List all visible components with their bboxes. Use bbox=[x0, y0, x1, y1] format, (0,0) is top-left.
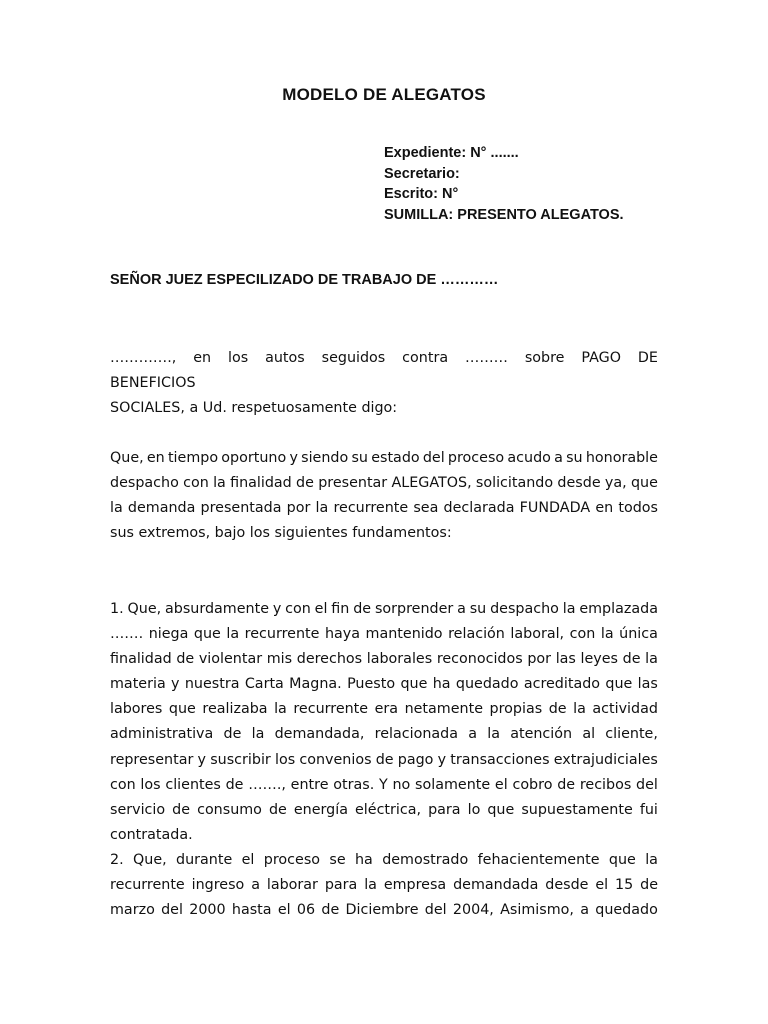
point-1-line: contratada. bbox=[110, 826, 193, 843]
word: recibos bbox=[579, 776, 632, 793]
intro-word: …………., bbox=[110, 350, 177, 366]
word: por bbox=[527, 651, 552, 668]
word: atención bbox=[510, 726, 573, 743]
word: del bbox=[161, 902, 183, 919]
word: absurdamente bbox=[165, 601, 269, 617]
word: 2000 bbox=[189, 902, 226, 919]
word: la bbox=[645, 852, 658, 868]
point-1-line bbox=[110, 697, 658, 722]
word: el bbox=[277, 902, 291, 919]
point-2-paragraph bbox=[110, 848, 658, 923]
word: 06 bbox=[296, 902, 316, 919]
word: propias bbox=[489, 701, 543, 718]
word: Magna. bbox=[289, 676, 342, 693]
word: transacciones bbox=[450, 751, 550, 768]
que-line bbox=[110, 496, 658, 521]
word: con bbox=[285, 601, 311, 617]
word: acudo bbox=[507, 450, 551, 466]
word: todos bbox=[618, 500, 658, 517]
que-line: sus extremos, bajo los siguientes fundamentos: bbox=[110, 525, 452, 542]
word: al bbox=[582, 726, 596, 743]
word: fui bbox=[639, 801, 658, 818]
word: que bbox=[193, 626, 221, 643]
que-paragraph bbox=[110, 446, 658, 546]
word: su bbox=[566, 450, 583, 466]
word: única bbox=[619, 626, 658, 643]
word: marzo bbox=[110, 902, 155, 919]
word: y bbox=[197, 751, 207, 768]
word: cobro bbox=[512, 776, 553, 793]
word: laborar bbox=[266, 877, 318, 894]
word: a bbox=[580, 902, 589, 919]
word: a bbox=[468, 726, 477, 743]
word: labores bbox=[110, 701, 163, 718]
word: demandada, bbox=[274, 726, 365, 743]
word: servicio bbox=[110, 801, 166, 818]
word: administrativa bbox=[110, 726, 214, 743]
word: mis bbox=[266, 651, 293, 668]
word: relacionada bbox=[374, 726, 458, 743]
word: ……. bbox=[110, 626, 144, 643]
word: cliente, bbox=[605, 726, 658, 743]
word: la bbox=[562, 601, 576, 617]
word: 2004, bbox=[452, 902, 494, 919]
intro-word: PAGO bbox=[581, 350, 621, 366]
word: de bbox=[375, 751, 394, 768]
intro-word: ……… bbox=[465, 350, 508, 366]
word: de bbox=[548, 701, 567, 718]
word: siendo bbox=[301, 450, 349, 466]
word: el bbox=[241, 852, 255, 868]
word: Que, bbox=[110, 450, 144, 466]
word: niega bbox=[148, 626, 189, 643]
word: recurrente bbox=[110, 877, 185, 894]
word: eléctrica, bbox=[355, 801, 422, 818]
word: Puesto bbox=[347, 676, 396, 693]
word: ALEGATOS, bbox=[391, 475, 472, 492]
word: demanda bbox=[127, 500, 196, 517]
word: la bbox=[110, 500, 123, 517]
word: quedado bbox=[595, 902, 658, 919]
word: Y bbox=[379, 776, 388, 793]
word: despacho bbox=[110, 475, 179, 492]
word: ya, bbox=[604, 475, 627, 492]
word: la bbox=[487, 726, 500, 743]
intro-line-1 bbox=[110, 346, 658, 371]
word: la bbox=[645, 651, 658, 668]
point-1-line bbox=[110, 622, 658, 647]
word: y bbox=[171, 676, 180, 693]
word: de bbox=[622, 651, 641, 668]
word: durante bbox=[176, 852, 233, 868]
word: finalidad bbox=[110, 651, 172, 668]
word: haya bbox=[324, 626, 360, 643]
word: pago bbox=[397, 751, 434, 768]
word: a bbox=[554, 450, 563, 466]
word: clientes bbox=[165, 776, 221, 793]
word: era bbox=[374, 701, 399, 718]
secretario-line: Secretario: bbox=[384, 165, 460, 182]
word: la bbox=[226, 626, 240, 643]
sumilla-line: SUMILLA: PRESENTO ALEGATOS. bbox=[384, 206, 624, 223]
judge-addressee: SEÑOR JUEZ ESPECILIZADO DE TRABAJO DE ………… bbox=[110, 272, 499, 288]
document-title: MODELO DE ALEGATOS bbox=[282, 85, 486, 104]
point-1-line bbox=[110, 597, 658, 622]
word: de bbox=[223, 726, 242, 743]
point-1-line bbox=[110, 798, 658, 823]
point-1-paragraph bbox=[110, 597, 658, 848]
word: supuestamente bbox=[521, 801, 633, 818]
point-1-line bbox=[110, 672, 658, 697]
word: recurrente bbox=[244, 626, 320, 643]
word: recurrente bbox=[293, 701, 369, 718]
word: FUNDADA bbox=[519, 500, 591, 517]
word: solamente bbox=[415, 776, 491, 793]
word: ha bbox=[432, 676, 451, 693]
word: del bbox=[424, 902, 447, 919]
word: mantenido bbox=[365, 626, 443, 643]
word: la bbox=[251, 726, 265, 743]
word: en bbox=[146, 450, 165, 466]
word: se bbox=[329, 852, 346, 868]
word: laborales bbox=[366, 651, 433, 668]
word: nuestra bbox=[184, 676, 240, 693]
word: el bbox=[314, 601, 328, 617]
word: de bbox=[640, 877, 658, 894]
word: reconocidos bbox=[436, 651, 523, 668]
word: fehacientemente bbox=[477, 852, 600, 868]
word: Carta bbox=[244, 676, 284, 693]
word: el bbox=[494, 776, 508, 793]
word: que bbox=[605, 676, 633, 693]
word: la bbox=[274, 701, 287, 718]
word: demandada bbox=[453, 877, 539, 894]
point-2-line bbox=[110, 898, 658, 923]
que-line bbox=[110, 471, 658, 496]
intro-word: seguidos bbox=[321, 350, 386, 366]
word: lo bbox=[467, 801, 481, 818]
word: para bbox=[428, 801, 461, 818]
word: quedado bbox=[455, 676, 519, 693]
word: su bbox=[351, 450, 368, 466]
case-header bbox=[384, 143, 624, 225]
word: entre bbox=[290, 776, 329, 793]
word: declarada bbox=[443, 500, 515, 517]
word: 1. bbox=[110, 601, 124, 617]
word: los bbox=[275, 751, 296, 768]
expediente-line: Expediente: N° ....... bbox=[384, 145, 519, 161]
word: empresa bbox=[383, 877, 447, 894]
intro-word: sobre bbox=[524, 350, 565, 366]
word: de bbox=[353, 601, 372, 617]
word: solicitando bbox=[475, 475, 554, 492]
word: materia bbox=[110, 676, 166, 693]
word: los bbox=[140, 776, 161, 793]
word: acreditado bbox=[523, 676, 601, 693]
word: de bbox=[321, 902, 340, 919]
word: la bbox=[600, 626, 614, 643]
word: que bbox=[487, 801, 515, 818]
word: no bbox=[392, 776, 411, 793]
word: proceso bbox=[263, 852, 321, 868]
word: netamente bbox=[404, 701, 483, 718]
word: del bbox=[636, 776, 658, 793]
word: de bbox=[268, 801, 287, 818]
word: ……., bbox=[248, 776, 286, 793]
intro-word: los bbox=[227, 350, 249, 366]
word: ha bbox=[355, 852, 373, 868]
word: por bbox=[286, 500, 311, 517]
word: violentar bbox=[198, 651, 263, 668]
point-2-line bbox=[110, 873, 658, 898]
word: de bbox=[172, 801, 191, 818]
word: realizaba bbox=[202, 701, 268, 718]
word: estado bbox=[371, 450, 420, 466]
word: sorprender bbox=[374, 601, 454, 617]
word: convenios bbox=[299, 751, 372, 768]
word: a bbox=[457, 601, 466, 617]
word: proceso bbox=[447, 450, 505, 466]
word: que bbox=[168, 701, 196, 718]
word: desde bbox=[545, 877, 589, 894]
word: Que, bbox=[133, 852, 167, 868]
word: que bbox=[630, 475, 658, 492]
word: oportuno bbox=[221, 450, 287, 466]
word: energía bbox=[293, 801, 348, 818]
word: Que, bbox=[127, 601, 162, 617]
word: representar bbox=[110, 751, 194, 768]
word: demostrado bbox=[382, 852, 469, 868]
point-2-line bbox=[110, 848, 658, 873]
word: con bbox=[183, 475, 209, 492]
intro-word: en bbox=[193, 350, 212, 366]
word: las bbox=[637, 676, 658, 693]
word: otras. bbox=[333, 776, 375, 793]
word: 2. bbox=[110, 852, 124, 868]
word: para bbox=[324, 877, 358, 894]
word: su bbox=[469, 601, 487, 617]
word: suscribir bbox=[210, 751, 271, 768]
word: a bbox=[251, 877, 260, 894]
word: hasta bbox=[231, 902, 272, 919]
word: de bbox=[296, 475, 314, 492]
word: y bbox=[437, 751, 447, 768]
intro-word: DE bbox=[637, 350, 658, 366]
word: las bbox=[555, 651, 576, 668]
intro-line-2: BENEFICIOS bbox=[110, 375, 196, 392]
word: derechos bbox=[296, 651, 363, 668]
word: de bbox=[557, 776, 576, 793]
word: el bbox=[595, 877, 609, 894]
word: laboral, bbox=[510, 626, 565, 643]
word: y bbox=[289, 450, 298, 466]
escrito-line: Escrito: N° bbox=[384, 186, 459, 202]
word: presentar bbox=[318, 475, 388, 492]
word: honorable bbox=[585, 450, 658, 466]
point-1-line bbox=[110, 748, 658, 773]
intro-line-3: SOCIALES, a Ud. respetuosamente digo: bbox=[110, 400, 398, 417]
point-1-line bbox=[110, 722, 658, 747]
word: la bbox=[364, 877, 377, 894]
word: sea bbox=[413, 500, 439, 517]
intro-paragraph bbox=[110, 346, 658, 421]
word: relación bbox=[448, 626, 505, 643]
word: ingreso bbox=[191, 877, 245, 894]
word: la bbox=[213, 475, 226, 492]
point-1-line bbox=[110, 647, 658, 672]
word: Diciembre bbox=[345, 902, 419, 919]
word: del bbox=[422, 450, 445, 466]
word: y bbox=[272, 601, 282, 617]
word: que bbox=[400, 676, 428, 693]
point-1-line bbox=[110, 773, 658, 798]
word: presentada bbox=[200, 500, 282, 517]
word: 15 bbox=[615, 877, 634, 894]
word: Asimismo, bbox=[500, 902, 574, 919]
word: en bbox=[595, 500, 614, 517]
word: actividad bbox=[592, 701, 658, 718]
que-line bbox=[110, 446, 658, 471]
word: extrajudiciales bbox=[553, 751, 658, 768]
word: fin bbox=[331, 601, 350, 617]
word: la bbox=[315, 500, 329, 517]
word: que bbox=[608, 852, 636, 868]
word: la bbox=[573, 701, 586, 718]
word: tiempo bbox=[167, 450, 219, 466]
word: con bbox=[110, 776, 136, 793]
word: consumo bbox=[197, 801, 262, 818]
intro-word: autos bbox=[265, 350, 305, 366]
word: finalidad bbox=[230, 475, 292, 492]
word: de bbox=[176, 651, 195, 668]
word: emplazada bbox=[579, 601, 658, 617]
word: leyes bbox=[580, 651, 618, 668]
word: recurrente bbox=[333, 500, 409, 517]
word: desde bbox=[557, 475, 601, 492]
word: de bbox=[225, 776, 244, 793]
word: despacho bbox=[490, 601, 559, 617]
intro-word: contra bbox=[402, 350, 449, 366]
word: con bbox=[569, 626, 596, 643]
